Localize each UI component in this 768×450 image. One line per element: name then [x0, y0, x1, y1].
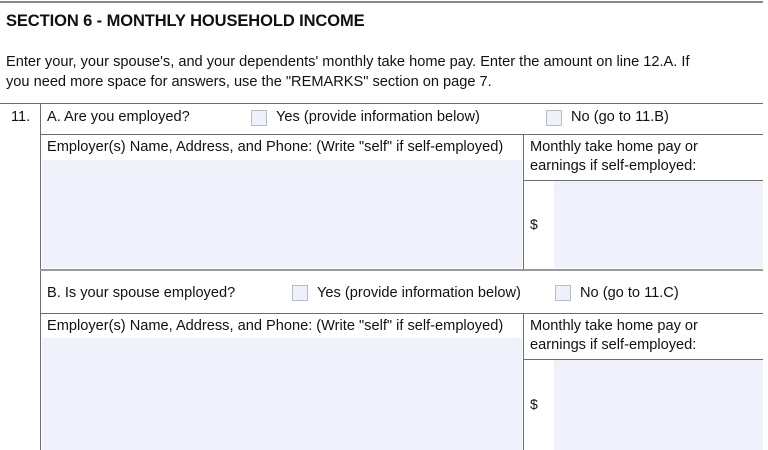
- left-table-border: [40, 103, 41, 450]
- part-b-question: B. Is your spouse employed?: [47, 285, 236, 301]
- part-a-currency-symbol: $: [530, 216, 538, 232]
- top-rule: [0, 1, 763, 3]
- part-a-row-rule: [40, 134, 763, 135]
- part-b-pay-label-1: Monthly take home pay or: [530, 318, 698, 334]
- part-b-pay-label-2: earnings if self-employed:: [530, 337, 697, 353]
- part-a-pay-label-2: earnings if self-employed:: [530, 158, 697, 174]
- part-b-employer-input[interactable]: [42, 338, 522, 450]
- part-a-column-divider: [523, 134, 524, 270]
- part-b-column-divider: [523, 313, 524, 450]
- part-a-employer-label: Employer(s) Name, Address, and Phone: (Write "self" if self-employed): [47, 139, 504, 155]
- part-a-no-label: No (go to 11.B): [571, 109, 669, 125]
- part-b-yes-checkbox[interactable]: [292, 285, 308, 301]
- part-b-employer-label: Employer(s) Name, Address, and Phone: (Write "self" if self-employed): [47, 318, 504, 334]
- row-top-rule: [0, 103, 763, 104]
- part-b-row-rule: [40, 313, 763, 314]
- question-number: 11.: [11, 109, 31, 125]
- part-a-yes-label: Yes (provide information below): [276, 109, 480, 125]
- part-b-no-label: No (go to 11.C): [580, 285, 679, 301]
- part-b-currency-symbol: $: [530, 396, 538, 412]
- part-a-no-checkbox[interactable]: [546, 110, 562, 126]
- part-a-question: A. Are you employed?: [47, 109, 190, 125]
- part-b-yes-label: Yes (provide information below): [317, 285, 521, 301]
- section-title: SECTION 6 - MONTHLY HOUSEHOLD INCOME: [6, 12, 365, 30]
- part-a-employer-input[interactable]: [42, 160, 522, 268]
- part-a-pay-label-1: Monthly take home pay or: [530, 139, 698, 155]
- part-b-pay-input[interactable]: [554, 360, 763, 450]
- part-a-yes-checkbox[interactable]: [251, 110, 267, 126]
- instructions-line-1: Enter your, your spouse's, and your dependents' monthly take home pay. Enter the amount on line 12.A. If: [6, 54, 690, 70]
- part-a-pay-input[interactable]: [554, 181, 763, 268]
- part-a-bottom-rule: [40, 269, 763, 271]
- instructions-line-2: you need more space for answers, use the "REMARKS" section on page 7.: [6, 74, 492, 90]
- part-b-no-checkbox[interactable]: [555, 285, 571, 301]
